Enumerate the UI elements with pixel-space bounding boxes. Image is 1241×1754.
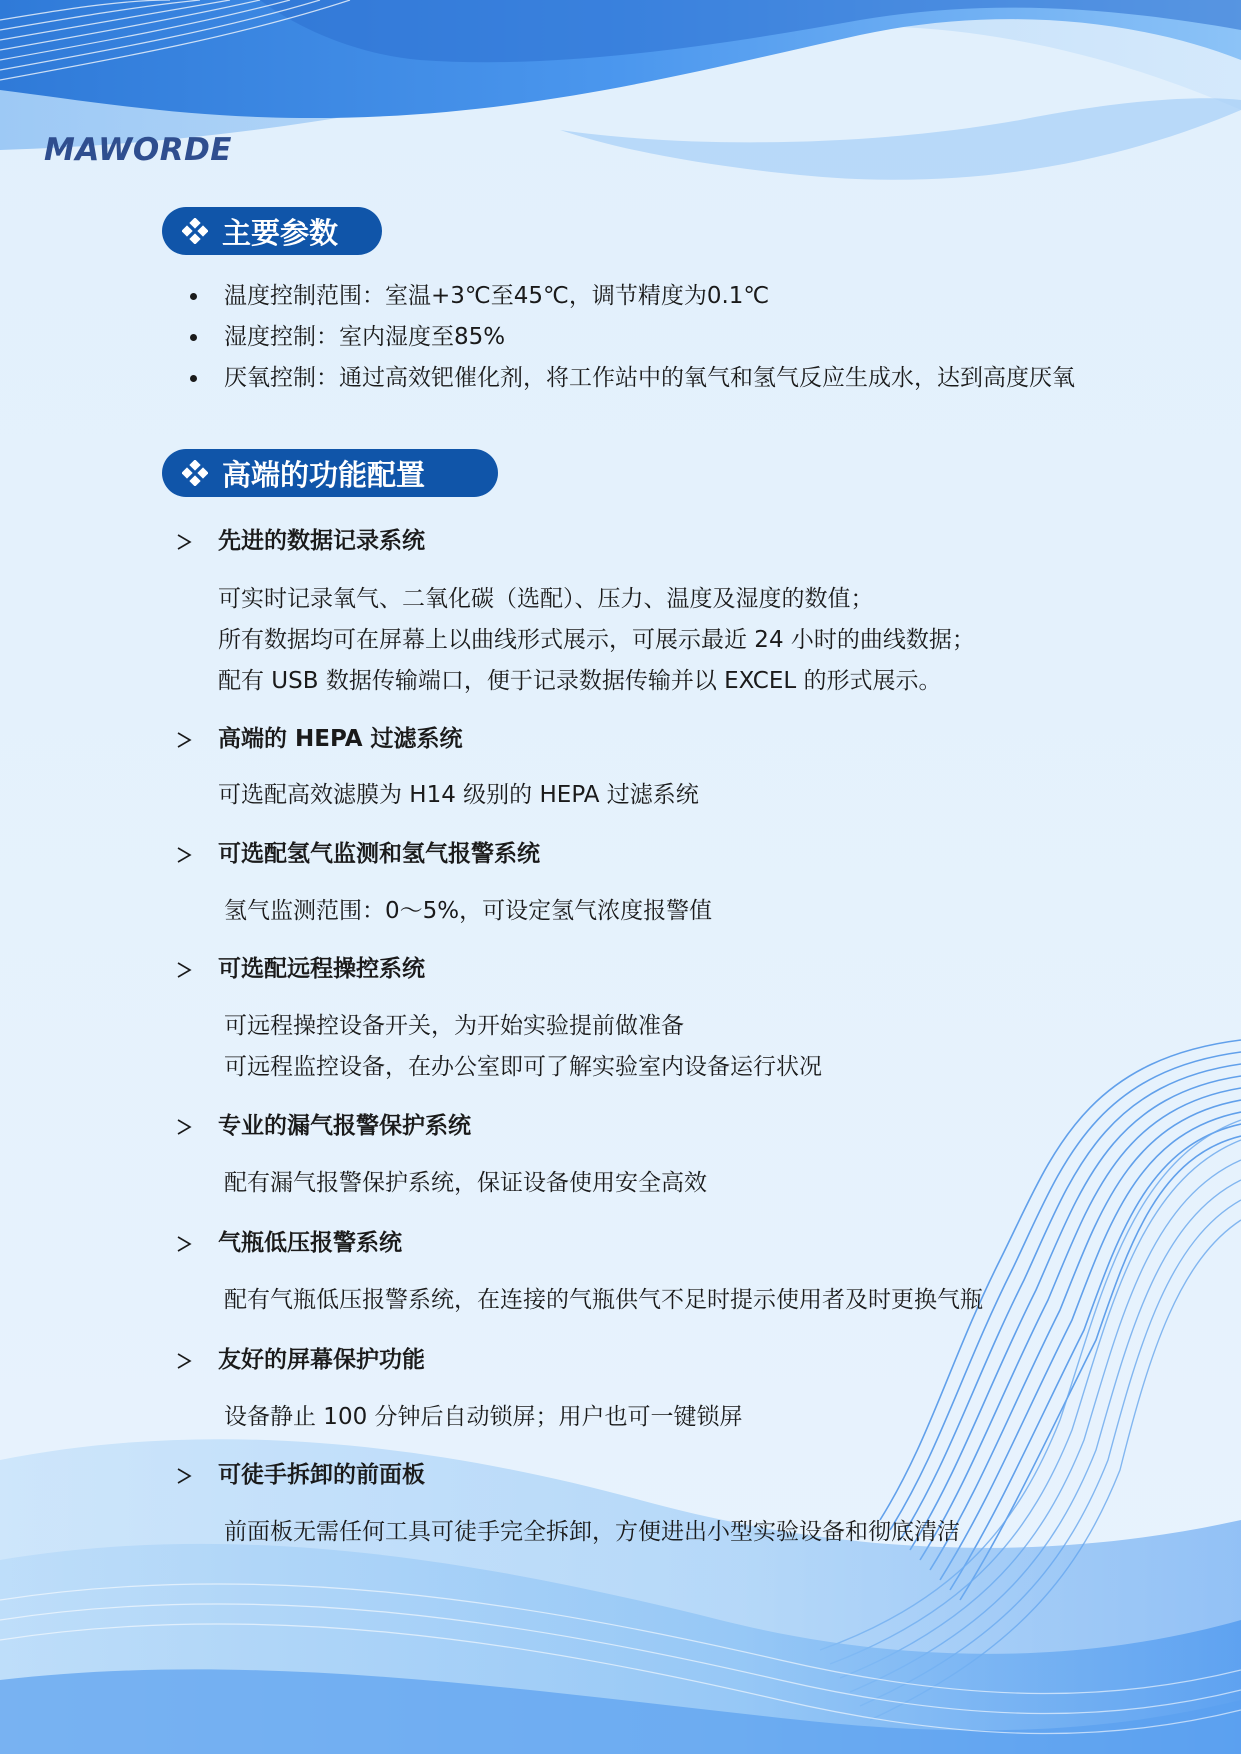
feature-desc-line: 可选配高效滤膜为 H14 级别的 HEPA 过滤系统: [218, 782, 699, 808]
feature-front-panel: [174, 1459, 960, 1553]
diamond-cluster-icon: [182, 218, 208, 244]
list-item-text: 厌氧控制：通过高效钯催化剂，将工作站中的氧气和氢气反应生成水，达到高度厌氧: [224, 365, 1075, 391]
section-title: 高端的功能配置: [222, 457, 426, 492]
section-header-parameters: [162, 207, 382, 255]
feature-low-pressure-alarm: [174, 1227, 983, 1321]
feature-data-logging: [174, 525, 975, 702]
feature-heading: [174, 1227, 983, 1259]
arrow-bullet-icon: [176, 1119, 192, 1135]
arrow-bullet-icon: [176, 1353, 192, 1369]
feature-desc-line: 可远程监控设备，在办公室即可了解实验室内设备运行状况: [224, 1054, 822, 1080]
arrow-bullet-icon: [176, 962, 192, 978]
feature-desc-line: 设备静止 100 分钟后自动锁屏；用户也可一键锁屏: [224, 1404, 743, 1430]
bullet-dot-icon: [190, 375, 197, 382]
feature-desc-line: 配有气瓶低压报警系统，在连接的气瓶供气不足时提示使用者及时更换气瓶: [224, 1287, 983, 1313]
arrow-bullet-icon: [176, 1236, 192, 1252]
feature-heading: [174, 1459, 960, 1491]
feature-desc-line: 配有 USB 数据传输端口，便于记录数据传输并以 EXCEL 的形式展示。: [218, 668, 942, 694]
feature-title: 可选配远程操控系统: [218, 956, 425, 982]
section-header-features: [162, 449, 498, 497]
feature-title: 高端的 HEPA 过滤系统: [218, 726, 463, 752]
section-title: 主要参数: [222, 215, 339, 250]
list-item: [190, 276, 1075, 317]
feature-heading: [174, 723, 699, 755]
feature-heading: [174, 1344, 743, 1376]
arrow-bullet-icon: [176, 534, 192, 550]
arrow-bullet-icon: [176, 732, 192, 748]
feature-heading: [174, 1110, 707, 1142]
feature-desc-line: 可实时记录氧气、二氧化碳（选配）、压力、温度及湿度的数值；: [218, 586, 874, 612]
feature-heading: [174, 525, 975, 557]
arrow-bullet-icon: [176, 1468, 192, 1484]
feature-title: 可选配氢气监测和氢气报警系统: [218, 841, 540, 867]
feature-heading: [174, 838, 712, 870]
feature-leak-alarm: [174, 1110, 707, 1204]
list-item-text: 湿度控制：室内湿度至85%: [224, 324, 506, 350]
list-item: [190, 317, 1075, 358]
bullet-dot-icon: [190, 334, 197, 341]
feature-title: 专业的漏气报警保护系统: [218, 1113, 471, 1139]
feature-title: 可徒手拆卸的前面板: [218, 1462, 425, 1488]
feature-desc-line: 前面板无需任何工具可徒手完全拆卸，方便进出小型实验设备和彻底清洁: [224, 1519, 960, 1545]
feature-heading: [174, 953, 822, 985]
feature-desc-line: 所有数据均可在屏幕上以曲线形式展示，可展示最近 24 小时的曲线数据；: [218, 627, 975, 653]
list-item-text: 温度控制范围：室温+3℃至45℃，调节精度为0.1℃: [224, 283, 770, 309]
feature-desc-line: 氢气监测范围：0～5%，可设定氢气浓度报警值: [224, 898, 713, 924]
brand-name: MAWORDE: [44, 132, 232, 168]
list-item: [190, 358, 1075, 399]
feature-title: 气瓶低压报警系统: [218, 1230, 402, 1256]
feature-hydrogen-monitoring: [174, 838, 712, 932]
feature-title: 先进的数据记录系统: [218, 528, 425, 554]
bullet-dot-icon: [190, 293, 197, 300]
arrow-bullet-icon: [176, 847, 192, 863]
feature-title: 友好的屏幕保护功能: [218, 1347, 425, 1373]
feature-screen-saver: [174, 1344, 743, 1438]
feature-remote-control: [174, 953, 822, 1088]
diamond-cluster-icon: [182, 460, 208, 486]
feature-desc-line: 配有漏气报警保护系统，保证设备使用安全高效: [224, 1170, 707, 1196]
parameter-list: [190, 276, 1075, 399]
feature-desc-line: 可远程操控设备开关，为开始实验提前做准备: [224, 1013, 684, 1039]
feature-hepa: [174, 723, 699, 816]
brand-logo: [44, 132, 232, 168]
